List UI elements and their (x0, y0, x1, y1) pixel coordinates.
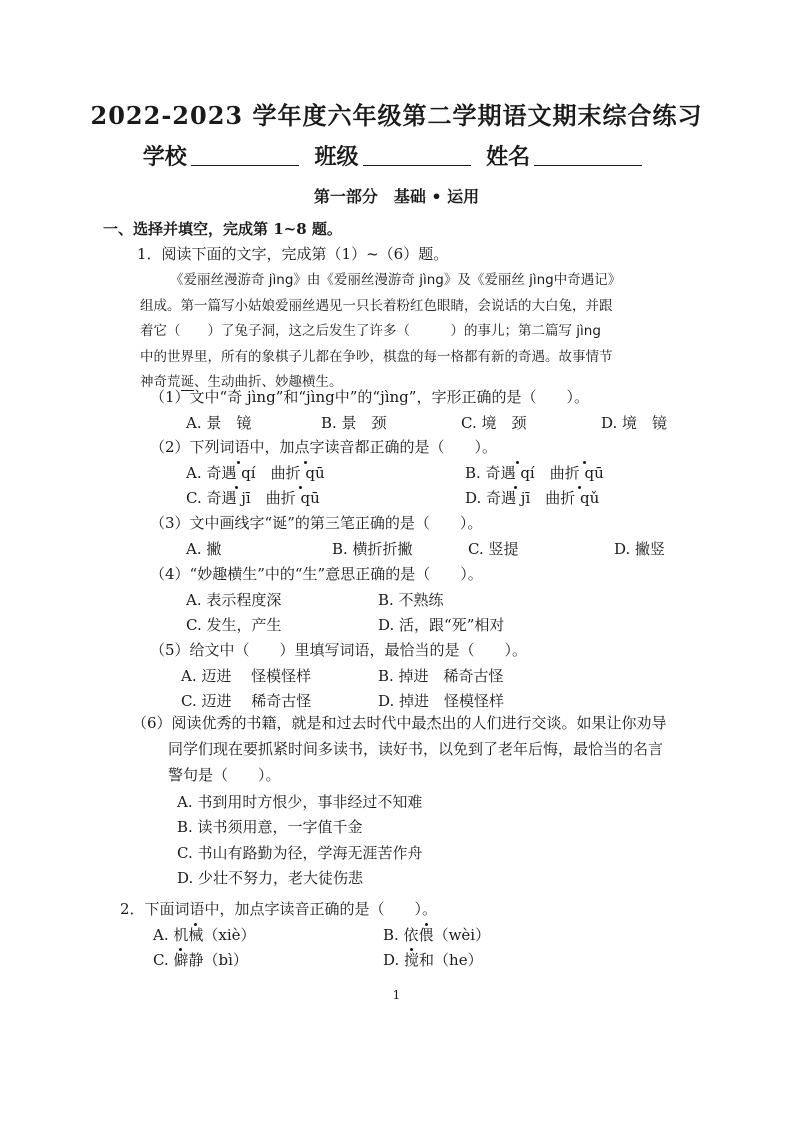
passage-line: 组成。第一篇写小姑娘爱丽丝遇见一只长着粉红色眼睛，会说话的大白兔，并跟 (140, 297, 613, 314)
option-text: B. 依 (383, 926, 419, 944)
sub6-option-b[interactable]: B. 读书须用意，一字值千金 (177, 818, 363, 836)
sub3-option-b[interactable]: B. 横折折撇 (332, 540, 413, 558)
dotted-char: 搅 (404, 951, 420, 969)
option-text: C. (153, 951, 174, 969)
option-text: B. 奇 (465, 464, 501, 482)
exam-title: 2022-2023 学年度六年级第二学期语文期末综合练习 (90, 101, 703, 130)
option-text: D. 奇 (465, 489, 502, 507)
sub5-stem: （5）给文中（ ）里填写词语，最恰当的是（ ）。 (150, 641, 528, 659)
sub6-line: 警句是（ ）。 (168, 766, 281, 784)
sub5-option-a[interactable]: A. 迈进 怪模怪样 (181, 667, 312, 685)
underlined-char: 诞 (180, 374, 194, 390)
q2-option-d[interactable] (383, 949, 483, 970)
sub5-option-b[interactable]: B. 掉进 稀奇古怪 (378, 667, 504, 685)
option-text: 静（bì） (188, 951, 248, 969)
passage-line: 《爱丽丝漫游奇 jìng》由《爱丽丝漫游奇 jìng》及《爱丽丝 jìng中奇遇记》 (170, 272, 622, 288)
option-text: C. 奇 (186, 489, 222, 507)
class-label: 班级 (314, 144, 359, 170)
sub4-stem: （4）“妙趣横生”中的“生”意思正确的是（ ）。 (150, 565, 483, 583)
sub6-option-c[interactable]: C. 书山有路勤为径，学海无涯苦作舟 (177, 844, 423, 862)
dotted-char: 僻 (173, 951, 189, 969)
dotted-char: 折 qū (280, 489, 320, 507)
sub2-option-a[interactable] (186, 462, 325, 483)
sub6-line: （6）阅读优秀的书籍，就是和过去时代中最杰出的人们进行交谈。如果让你劝导 (132, 714, 667, 732)
dotted-char: 遇 jī (221, 489, 251, 507)
sub4-option-a[interactable]: A. 表示程度深 (186, 591, 282, 609)
sub5-option-d[interactable]: D. 掉进 怪模怪样 (378, 692, 505, 710)
sub1-option-c[interactable]: C. 境 颈 (461, 414, 527, 432)
sub4-option-d[interactable]: D. 活，跟“死”相对 (378, 616, 505, 634)
sub4-option-b[interactable]: B. 不熟练 (378, 591, 444, 609)
reading-passage (140, 268, 680, 396)
school-blank[interactable] (191, 143, 299, 166)
section-heading: 第一部分 基础 • 运用 (313, 187, 480, 206)
option-text: D. (383, 951, 405, 969)
q1-stem: 1．阅读下面的文字，完成第（1）~（6）题。 (137, 245, 449, 263)
q2-option-a[interactable] (153, 924, 256, 945)
sub6-stem (132, 710, 692, 788)
sub1-stem: （1）文中“奇 jìng”和“jìng中”的“jìng”，字形正确的是（ ）。 (150, 388, 589, 406)
school-label: 学校 (142, 144, 187, 170)
q2-option-b[interactable] (383, 924, 490, 945)
passage-line: 中的世界里，所有的象棋子儿都在争吵，棋盘的每一格都有新的奇遇。故事情节 (140, 348, 613, 365)
sub4-option-c[interactable]: C. 发生，产生 (186, 616, 282, 634)
dotted-char: 遇 qí (500, 464, 535, 482)
dotted-char: 遇 jī (501, 489, 531, 507)
sub3-option-d[interactable]: D. 撇竖 (614, 540, 666, 558)
option-text: 曲 (265, 489, 281, 507)
passage-text: 神奇荒 (140, 374, 181, 390)
dotted-char: 折 qū (564, 464, 604, 482)
q2-stem: 2．下面词语中，加点字读音正确的是（ ）。 (120, 900, 438, 918)
sub1-option-b[interactable]: B. 景 颈 (321, 414, 387, 432)
sub6-option-a[interactable]: A. 书到用时方恨少，事非经过不知难 (177, 793, 423, 811)
sub6-line: 同学们现在要抓紧时间多读书，读好书，以免到了老年后悔，最恰当的名言 (168, 740, 664, 758)
sub3-option-a[interactable]: A. 撇 (186, 540, 222, 558)
name-label: 姓名 (486, 144, 531, 170)
option-text: A. 奇 (186, 464, 222, 482)
sub1-option-d[interactable]: D. 境 镜 (601, 414, 668, 432)
option-text: （xiè） (203, 926, 256, 944)
part-heading: 一、选择并填空，完成第 1~8 题。 (103, 220, 342, 238)
sub3-option-c[interactable]: C. 竖提 (468, 540, 519, 558)
dotted-char: 折 qǔ (560, 489, 600, 507)
dotted-char: 偎 (418, 926, 434, 944)
sub2-stem: （2）下列词语中，加点字读音都正确的是（ ）。 (150, 438, 498, 456)
option-text: 曲 (549, 464, 565, 482)
passage-text: 、生动曲折、妙趣横生。 (194, 374, 343, 390)
dotted-char: 遇 qí (221, 464, 256, 482)
sub3-stem: （3）文中画线字“诞”的第三笔正确的是（ ）。 (150, 514, 483, 532)
option-text: （wèi） (433, 926, 491, 944)
sub2-option-c[interactable] (186, 487, 320, 508)
sub2-option-d[interactable] (465, 487, 599, 508)
q2-option-c[interactable] (153, 949, 248, 970)
name-blank[interactable] (534, 143, 642, 166)
option-text: 和（he） (419, 951, 483, 969)
passage-line: 着它（ ）了兔子洞，这之后发生了许多（ ）的事儿；第二篇写 jìng (140, 323, 601, 339)
sub2-option-b[interactable] (465, 462, 604, 483)
option-text: A. 机 (153, 926, 189, 944)
sub1-option-a[interactable]: A. 景 镜 (186, 414, 252, 432)
dotted-char: 械 (188, 926, 204, 944)
student-info-line (0, 140, 793, 171)
option-text: 曲 (545, 489, 561, 507)
option-text: 曲 (270, 464, 286, 482)
class-blank[interactable] (363, 143, 471, 166)
page-number: 1 (392, 988, 401, 1002)
sub5-option-c[interactable]: C. 迈进 稀奇古怪 (181, 692, 312, 710)
sub6-option-d[interactable]: D. 少壮不努力，老大徒伤悲 (177, 869, 364, 887)
dotted-char: 折 qū (285, 464, 325, 482)
